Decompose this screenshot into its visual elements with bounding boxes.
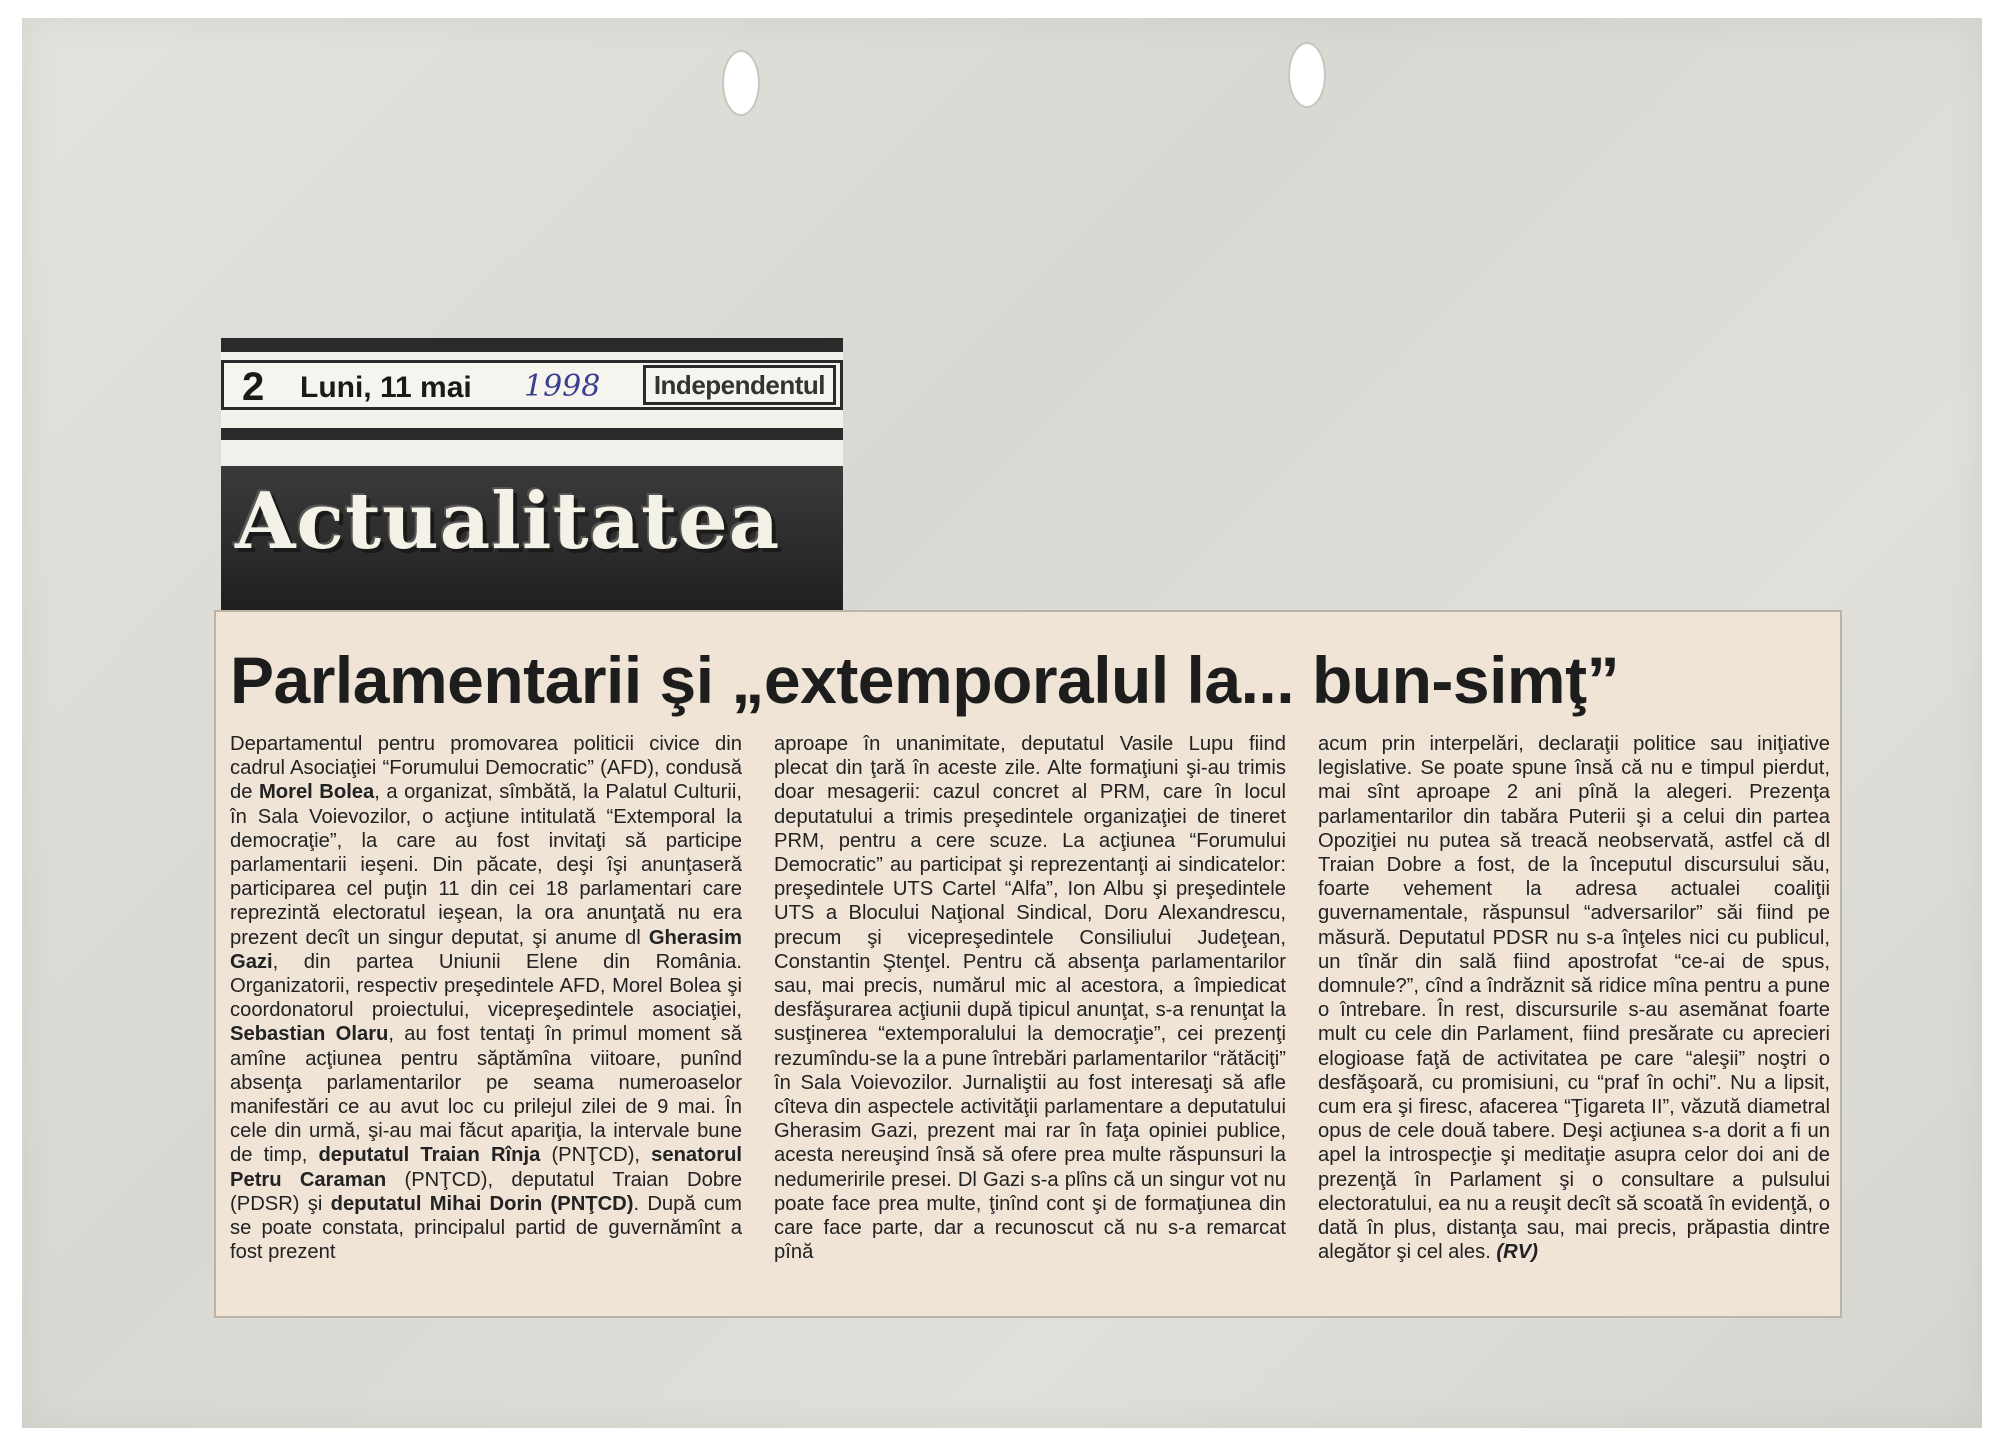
text-run: (PNŢCD), deputatul Traian Dobre (PDSR) şi bbox=[230, 1168, 742, 1215]
article-column-3 bbox=[1318, 732, 1830, 1306]
text-run: . După cum se poate constata, principalul partid de guvernămînt a fost prezent bbox=[230, 1192, 742, 1264]
handwritten-year: 1998 bbox=[524, 369, 601, 404]
bold-name-run: senatorul Petru Caraman bbox=[230, 1144, 742, 1191]
text-run: (PNŢCD), bbox=[540, 1144, 652, 1167]
section-title: Actualitatea bbox=[235, 476, 781, 567]
article-columns bbox=[230, 732, 1830, 1306]
article-column-2 bbox=[774, 732, 1286, 1306]
text-run: , au fost tentaţi în primul moment să amîne acţiunea pentru săptămîna viitoare, punînd absenţa parlamentarilor pe seama numeroaselor manifestări ce au avut loc cu prilejul zilei de 9 mai. În cele din urmă, şi-au mai făcut apariţia, la intervale bune de timp, bbox=[230, 1023, 742, 1167]
punch-hole-left bbox=[722, 50, 760, 116]
page-number: 2 bbox=[242, 365, 265, 409]
article-clipping bbox=[214, 610, 1842, 1318]
text-run: acum prin interpelări, declaraţii politice sau iniţiative legislative. Se poate spune însă că nu e timpul pierdut, mai sînt aproape 2 ani pînă la alegeri. Prezenţa parlamentarilor din tabăra Puterii şi a celui din partea Opoziţiei nu putea să treacă neobservată, astfel că dl Traian Dobre a fost, de la începutul discursului său, foarte vehement la adresa actualei coaliţii guvernamentale, răspunsul “adversarilor” săi fiind pe măsură. Deputatul PDSR nu s-a înţeles nici cu publicul, un tînăr din sală fiind apostrofat “ce-ai de spus, domnule?”, cînd a îndrăznit să ridice mîna pentru a pune o întrebare. În rest, discursurile s-au asemănat foarte mult cu cele din Parlament, fiind presărate cu aprecieri elogioase faţă de activitatea pe care “aleşii” noştri o desfăşoară, cu promisiuni, cu “praf în ochi”. Nu a lipsit, cum era şi firesc, afacerea “Ţigareta II”, văzută diametral opus de cele două tabere. Deşi acţiunea s-a dorit a fi un apel la introspecţie şi meditaţie asupra celor doi ani de prezenţă în Parlament şi o consultare a pulsului electoratului, ea nu a reuşit decît să scoată în evidenţă, o dată în plus, distanţa sau, mai precis, prăpastia dintre alegător şi cel ales. bbox=[1318, 733, 1830, 1264]
article-headline: Parlamentarii şi „extemporalul la... bun-simţ” bbox=[230, 643, 1620, 717]
punch-hole-right bbox=[1288, 42, 1326, 108]
text-run: , a organizat, sîmbătă, la Palatul Culturii, în Sala Voievozilor, o acţiune intitulată “Extemporal la democraţie”, la care au fost invitaţi să participe parlamentarii ieşeni. Din păcate, deşi îşi anunţaseră participarea cel puţin 11 din cei 18 parlamentari care reprezintă electoratul ieşean, la ora anunţată nu era prezent decît un singur deputat, şi anume dl bbox=[230, 781, 742, 949]
bold-name-run: Gherasim Gazi bbox=[230, 926, 742, 973]
issue-date: Luni, 11 mai bbox=[300, 371, 472, 404]
text-run: Departamentul pentru promovarea politicii civice din cadrul Asociaţiei “Forumului Democratic” (AFD), condusă de bbox=[230, 733, 742, 804]
author-signature: (RV) bbox=[1496, 1241, 1538, 1264]
bold-name-run: Sebastian Olaru bbox=[230, 1023, 389, 1046]
masthead-middle-rule bbox=[221, 428, 843, 440]
newspaper-name: Independentul bbox=[643, 365, 836, 405]
masthead-top-rule bbox=[221, 338, 843, 352]
text-run: aproape în unanimitate, deputatul Vasile Lupu fiind plecat din ţară în aceste zile. Alte formaţiuni şi-au trimis doar mesagerii: cazul concret al PRM, care în locul deputatului a trimis preşedintele organizaţiei de tineret PRM, pentru a cere scuze. La acţiunea “Forumului Democratic” au participat şi reprezentanţi ai sindicatelor: preşedintele UTS Cartel “Alfa”, Ion Albu şi preşedintele UTS a Blocului Naţional Sindical, Doru Alexandrescu, precum şi vicepreşedintele Consiliului Judeţean, Constantin Ştenţel. Pentru că absenţa parlamentarilor sau, mai precis, numărul mic al acestora, a împiedicat desfăşurarea acţiunii după tipicul anunţat, s-a renunţat la susţinerea “extemporalului la democraţie”, cei prezenţi rezumîndu-se la a pune întrebări parlamentarilor “rătăciţi” în Sala Voievozilor. Jurnaliştii au fost interesaţi să afle cîteva din aspectele activităţii parlamentare a deputatului Gherasim Gazi, prezent mai rar în faţa opiniei publice, acesta nereuşind însă să ofere prea multe răspunsuri la nedumeririle presei. Dl Gazi s-a plîns că un singur vot nu poate face prea multe, ţinînd cont şi de formaţiunea din care face parte, dar a recunoscut că nu s-a remarcat pînă bbox=[774, 733, 1286, 1264]
bold-name-run: Morel Bolea bbox=[258, 781, 375, 804]
masthead-info-row bbox=[221, 360, 843, 410]
section-banner bbox=[221, 466, 843, 610]
newspaper-masthead bbox=[221, 338, 843, 610]
bold-name-run: deputatul Traian Rînja bbox=[318, 1144, 541, 1167]
article-column-1 bbox=[230, 732, 742, 1306]
text-run: , din partea Uniunii Elene din România. Organizatorii, respectiv preşedintele AFD, Morel Bolea şi coordonatorul proiectului, vicepreşedintele asociaţiei, bbox=[230, 950, 742, 1022]
bold-name-run: deputatul Mihai Dorin (PNŢCD) bbox=[330, 1192, 634, 1215]
